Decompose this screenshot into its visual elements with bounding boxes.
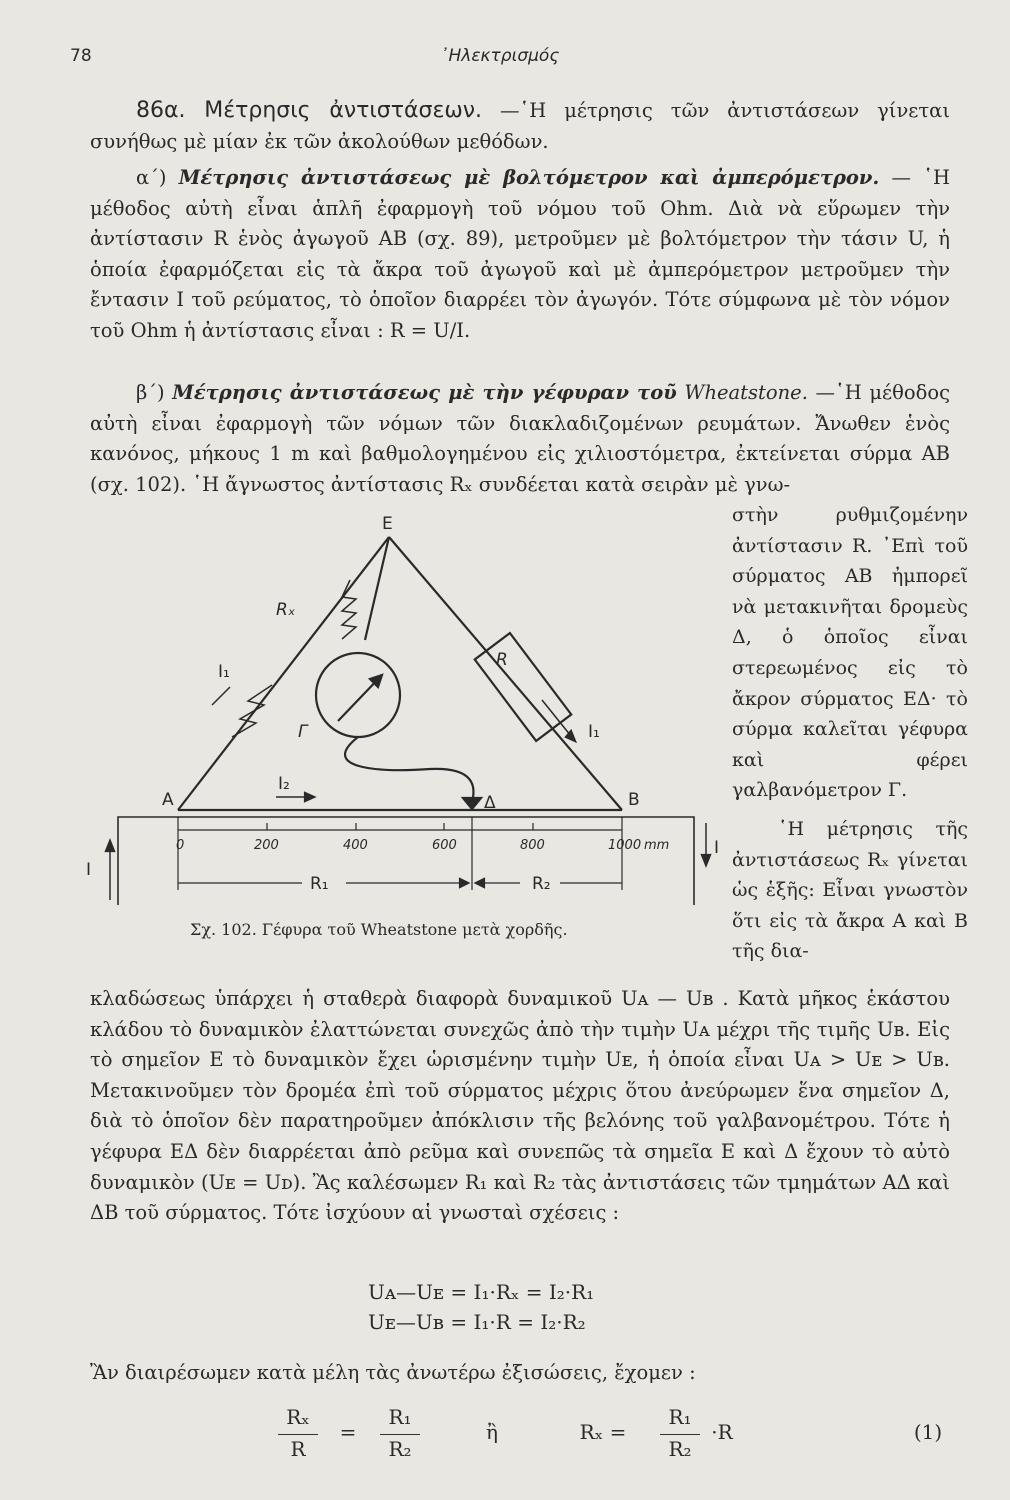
rhs-denominator: R₂ (668, 1437, 692, 1461)
method-b-paragraph (90, 378, 950, 500)
ruler-label-200: 200 (254, 838, 279, 853)
side-column-text-2: ῾Η μέτρησις τῆς ἀντιστάσεως Rₓ γίνεται ὡς ἑξῆς: Εἶναι γνωστὸν ὅτι εἰς τὰ ἄκρα Α καὶ Β τῆς δια- (732, 818, 968, 963)
mid-numerator: R₁ (388, 1405, 412, 1429)
label-A: A (162, 790, 174, 810)
triangle-left-side (178, 537, 389, 810)
label-I1-left: I₁ (218, 662, 230, 682)
method-a-text: — ῾Η μέθοδος αὐτὴ εἶναι ἁπλῆ ἐφαρμογὴ τοῦ νόμου τοῦ Ohm. Διὰ νὰ εὕρωμεν τὴν ἀντίστασιν R ἑνὸς ἀγωγοῦ ΑΒ (σχ. 89), μετροῦμεν μὲ βολτόμετρον τὴν τάσιν U, ἡ ὁποία ἐφαρμόζεται εἰς τὰ ἄκρα τοῦ ἀγωγοῦ καὶ μὲ ἀμπερόμετρον μετροῦμεν τὴν ἔντασιν Ι τοῦ ρεύματος, τὸ ὁποῖον διαρρέει τὸν ἀγωγόν. Τότε σύμφωνα μὲ τὸν νόμον τοῦ Ohm ἡ ἀντίστασις εἶναι : R = U/I. (90, 166, 950, 342)
rhs-lhs: Rₓ = (579, 1420, 627, 1444)
wheatstone-bridge-figure (80, 505, 720, 915)
current-I-left-arrowhead (106, 841, 114, 851)
equation-number: (1) (913, 1420, 943, 1444)
bridge-wire-to-slider (345, 737, 473, 802)
label-D: Δ (484, 793, 496, 813)
section-title: 86α. Μέτρησις ἀντιστάσεων. (136, 98, 483, 123)
method-a-title: Μέτρησις ἀντιστάσεως μὲ βολτόμετρον καὶ ἀμπερόμετρον. (178, 166, 880, 189)
rhs-fraction-bar (660, 1434, 700, 1435)
lhs-denominator: R (290, 1437, 306, 1461)
method-b-title-name: Wheatstone. (684, 381, 808, 404)
division-paragraph: Ἂν διαιρέσωμεν κατὰ μέλη τὰς ἀνωτέρω ἐξισώσεις, ἔχομεν : (90, 1361, 696, 1384)
ruler-label-1000: 1000 (608, 838, 642, 853)
galvanometer (316, 653, 400, 737)
equation-1: Uᴀ—Uᴇ = I₁·Rₓ = I₂·R₁ (368, 1280, 595, 1304)
method-b-label: β΄) (136, 381, 165, 404)
mid-denominator: R₂ (388, 1437, 412, 1461)
rhs-numerator: R₁ (668, 1405, 692, 1429)
equation-2: Uᴇ—Uʙ = I₁·R = I₂·R₂ (368, 1310, 586, 1334)
slider-D (463, 798, 481, 809)
section-intro-paragraph (90, 96, 950, 157)
current-I1-zigzag (232, 685, 272, 737)
side-column-text-1: στὴν ρυθμιζομένην ἀντίστασιν R. ᾿Επὶ τοῦ σύρματος ΑΒ ἠμπορεῖ νὰ μετακινῆται δρομεὺς Δ, ὁ ὁποῖος εἶναι στερεωμένος εἰς τὸ ἄκρον σύρματος ΕΔ· τὸ σύρμα καλεῖται γέφυρα καὶ φέρει γαλβανόμετρον Γ. (732, 504, 968, 802)
ruler-unit: mm (644, 838, 670, 853)
ruler-label-800: 800 (520, 838, 545, 853)
lhs-numerator: Rₓ (286, 1405, 310, 1429)
explanation-paragraph: κλαδώσεως ὑπάρχει ἡ σταθερὰ διαφορὰ δυναμικοῦ Uᴀ — Uʙ . Κατὰ μῆκος ἑκάστου κλάδου τὸ δυναμικὸν ἐλαττώνεται συνεχῶς ἀπὸ τὴν τιμὴν Uᴀ μέχρι τῆς τιμῆς Uʙ. Εἰς τὸ σημεῖον Ε τὸ δυναμικὸν ἔχει ὡρισμένην τιμὴν Uᴇ, ἡ ὁποία εἶναι Uᴀ > Uᴇ > Uʙ. Μετακινοῦμεν τὸν δρομέα ἐπὶ τοῦ σύρματος μέχρις ὅτου ἀνεύρωμεν ἕνα σημεῖον Δ, διὰ τὸ ὁποῖον δὲν παρατηροῦμεν ἀπόκλισιν τῆς βελόνης τοῦ γαλβανομέτρου. Τότε ἡ γέφυρα ΕΔ δὲν διαρρέεται ἀπὸ ρεῦμα καὶ συνεπῶς τὰ σημεῖα Ε καὶ Δ ἔχουν τὸ αὐτὸ δυναμικὸν (Uᴇ = Uᴅ). Ἂς καλέσωμεν R₁ καὶ R₂ τὰς ἀντιστάσεις τῶν τμημάτων ΑΔ καὶ ΔΒ τοῦ σύρματος. Τότε ἰσχύουν αἱ γνωσταὶ σχέσεις : (90, 987, 950, 1225)
running-title: ᾿Ηλεκτρισμός (440, 46, 560, 66)
running-header (70, 40, 950, 74)
r2-arrowhead (476, 879, 484, 887)
label-R1: R₁ (310, 874, 329, 894)
label-I-left: I (86, 860, 92, 880)
rhs-tail: ·R (711, 1420, 733, 1444)
method-b-text: —῾Η μέθοδος αὐτὴ εἶναι ἐφαρμογὴ τῶν νόμων τῶν διακλαδιζομένων ρευμάτων. Ἄνωθεν ἑνὸς κανόνος, μήκους 1 m καὶ βαθμολογημένου εἰς χιλιοστόμετρα, ἐκτείνεται σύρμα ΑΒ (σχ. 102). ῾Η ἄγνωστος ἀντίστασις Rₓ συνδέεται κατὰ σειρὰν μὲ γνω- (90, 381, 950, 496)
method-a-paragraph (90, 163, 950, 347)
label-I2: I₂ (278, 774, 290, 794)
current-I-right-arrowhead (702, 855, 710, 865)
ruler-label-600: 600 (432, 838, 457, 853)
label-R: R (496, 650, 508, 670)
label-B: B (628, 790, 640, 810)
current-I2-arrowhead (305, 793, 314, 801)
ruler-label-400: 400 (343, 838, 368, 853)
method-a-label: α΄) (136, 166, 167, 189)
resistor-R (475, 633, 572, 741)
figure-caption: Σχ. 102. Γέφυρα τοῦ Wheatstone μετὰ χορδῆς. (190, 920, 568, 939)
label-E: E (382, 514, 393, 534)
method-b-title: Μέτρησις ἀντιστάσεως μὲ τὴν γέφυραν τοῦ (172, 381, 677, 404)
mid-fraction-bar (380, 1434, 420, 1435)
lhs-fraction-bar (278, 1434, 318, 1435)
label-R2: R₂ (532, 874, 551, 894)
label-I-right: I (714, 838, 720, 858)
label-galvanometer: Γ (298, 722, 308, 742)
label-Rx: Rₓ (276, 600, 296, 620)
equals-sign: = (339, 1420, 357, 1444)
or-word: ἢ (486, 1420, 498, 1444)
r1-arrowhead (460, 879, 468, 887)
ruler-label-0: 0 (176, 838, 185, 853)
page-number: 78 (70, 46, 92, 66)
section-intro: —῾Η μέτρησις τῶν ἀντιστάσεων γίνεται συνήθως μὲ μίαν ἐκ τῶν ἀκολούθων μεθόδων. (90, 99, 950, 153)
label-I1-right: I₁ (588, 722, 600, 742)
current-I1-left-arrow (212, 687, 230, 705)
